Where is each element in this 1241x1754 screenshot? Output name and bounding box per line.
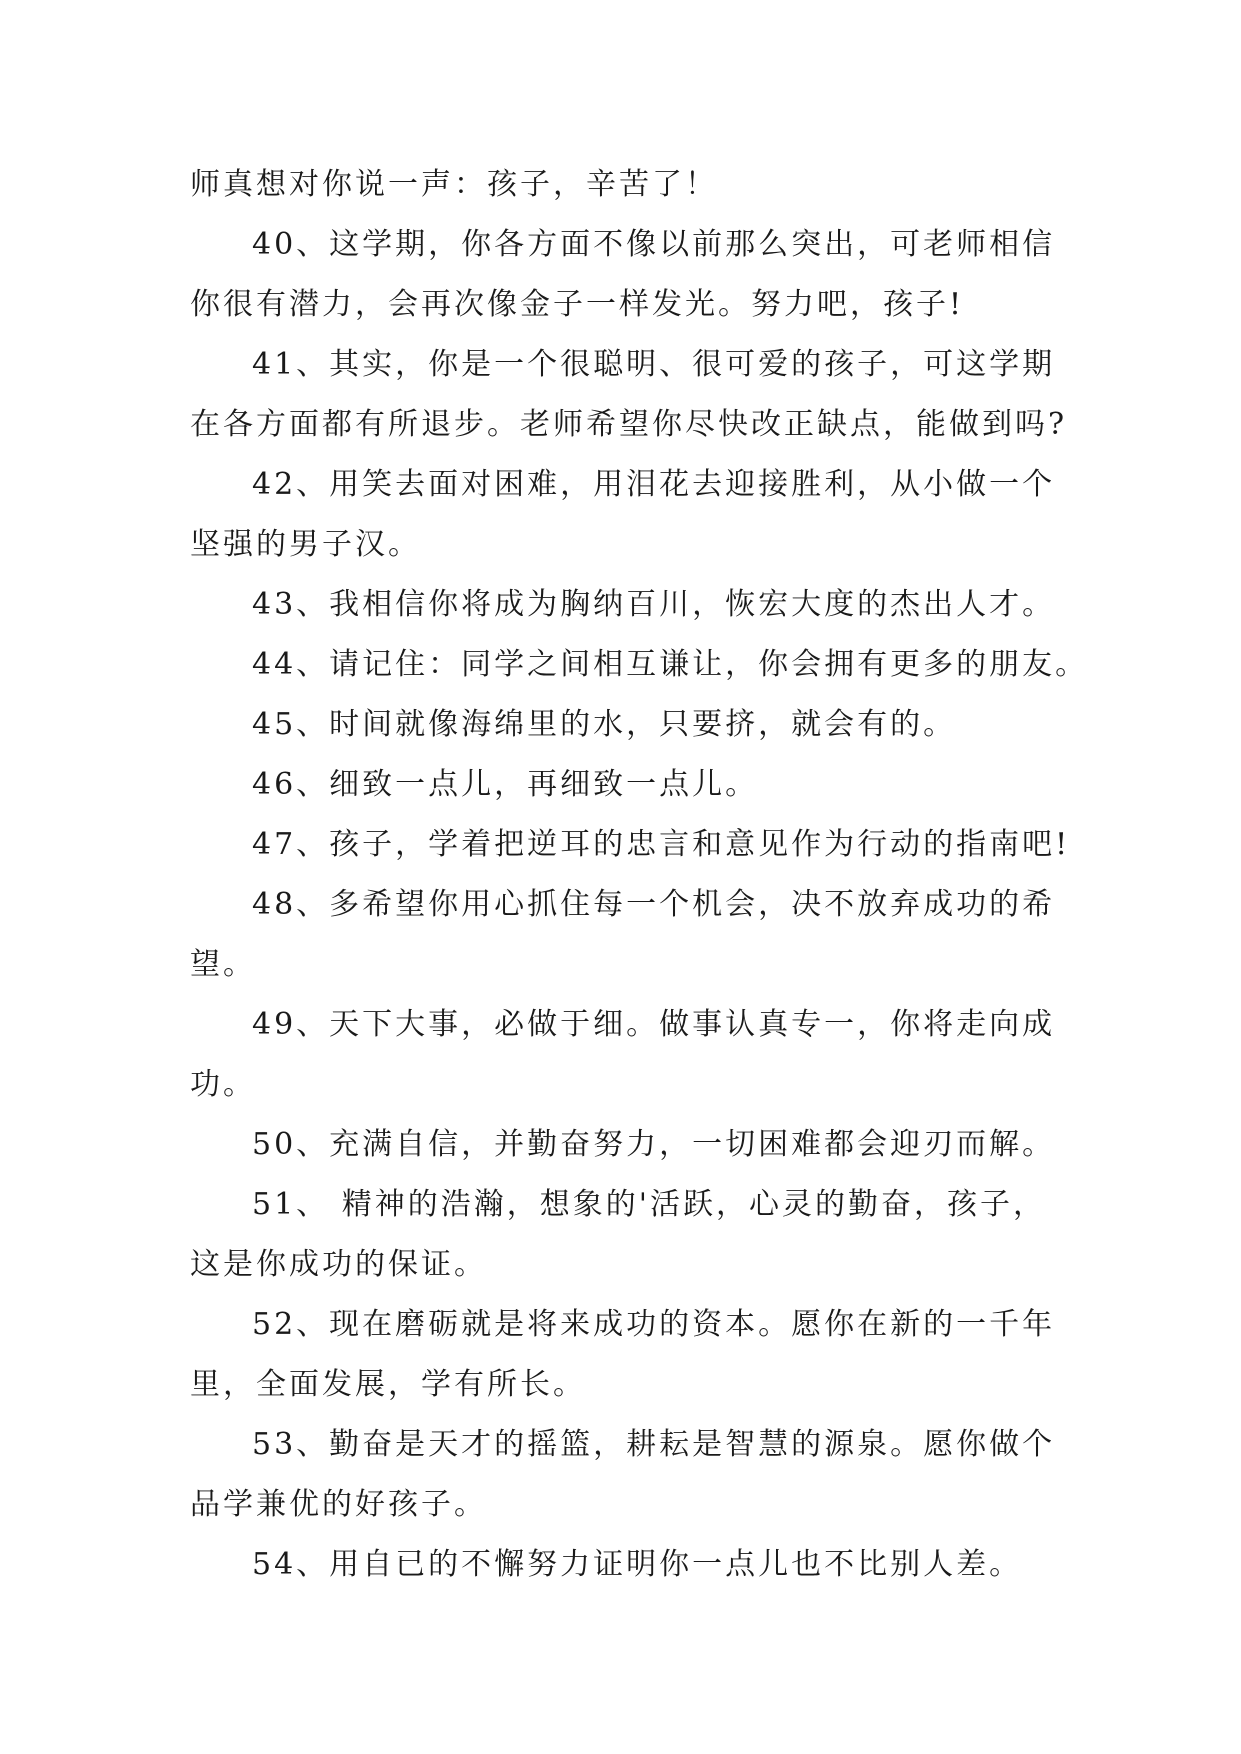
text-line: 40、这学期，你各方面不像以前那么突出，可老师相信: [252, 227, 1056, 262]
text-line: 功。: [190, 1067, 256, 1102]
text-line: 54、用自已的不懈努力证明你一点儿也不比别人差。: [252, 1547, 1023, 1582]
text-line: 46、细致一点儿，再细致一点儿。: [252, 767, 759, 802]
text-line: 47、孩子，学着把逆耳的忠言和意见作为行动的指南吧!: [252, 827, 1071, 862]
text-line: 52、现在磨砺就是将来成功的资本。愿你在新的一千年: [252, 1307, 1056, 1342]
text-line: 在各方面都有所退步。老师希望你尽快改正缺点，能做到吗?: [190, 407, 1068, 442]
text-line: 45、时间就像海绵里的水，只要挤，就会有的。: [252, 707, 957, 742]
text-line: 望。: [190, 947, 256, 982]
text-line: 这是你成功的保证。: [190, 1247, 487, 1282]
text-line: 49、天下大事，必做于细。做事认真专一，你将走向成: [252, 1007, 1056, 1042]
text-line: 里，全面发展，学有所长。: [190, 1367, 586, 1402]
text-line: 43、我相信你将成为胸纳百川，恢宏大度的杰出人才。: [252, 587, 1056, 622]
text-line: 48、多希望你用心抓住每一个机会，决不放弃成功的希: [252, 887, 1056, 922]
text-line: 你很有潜力，会再次像金子一样发光。努力吧，孩子!: [190, 287, 965, 322]
text-line: 坚强的男子汉。: [190, 527, 421, 562]
text-line: 53、勤奋是天才的摇篮，耕耘是智慧的源泉。愿你做个: [252, 1427, 1056, 1462]
text-line: 41、其实，你是一个很聪明、很可爱的孩子，可这学期: [252, 347, 1056, 382]
text-line: 师真想对你说一声：孩子，辛苦了！: [190, 167, 718, 202]
text-line: 51、 精神的浩瀚，想象的'活跃，心灵的勤奋，孩子，: [252, 1187, 1046, 1222]
text-line: 50、充满自信，并勤奋努力，一切困难都会迎刃而解。: [252, 1127, 1056, 1162]
text-line: 品学兼优的好孩子。: [190, 1487, 487, 1522]
text-line: 44、请记住：同学之间相互谦让，你会拥有更多的朋友。: [252, 647, 1089, 682]
body-text: [190, 155, 1090, 1595]
text-line: 42、用笑去面对困难，用泪花去迎接胜利，从小做一个: [252, 467, 1056, 502]
